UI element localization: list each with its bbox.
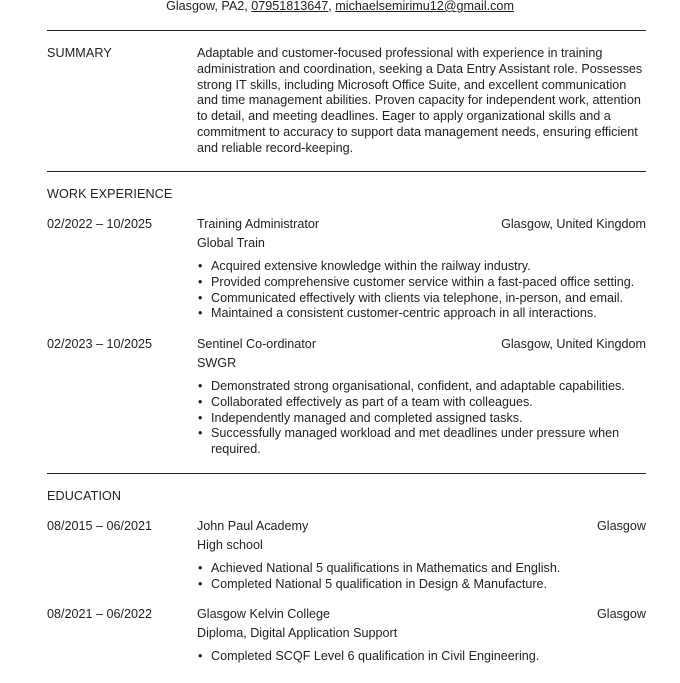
bullet-item: • Completed SCQF Level 6 qualification in Civil Engineering.	[197, 649, 647, 665]
bullet-item: • Provided comprehensive customer service within a fast-paced office setting.	[197, 275, 647, 291]
entry-dates: 02/2022 – 10/2025	[47, 217, 153, 231]
entry-bullet-list	[197, 259, 647, 322]
bullet-item: • Maintained a consistent customer-centric approach in all interactions.	[197, 306, 647, 322]
work-experience-heading: WORK EXPERIENCE	[47, 187, 173, 201]
bullet-item: • Acquired extensive knowledge within the railway industry.	[197, 259, 647, 275]
contact-address: Glasgow, PA2,	[166, 0, 248, 13]
entry-location: Glasgow	[597, 607, 646, 621]
entry-title: Glasgow Kelvin College	[197, 607, 331, 621]
contact-phone-link[interactable]: 07951813647	[251, 0, 329, 13]
entry-organization: High school	[197, 538, 263, 552]
entry-dates: 08/2015 – 06/2021	[47, 519, 153, 533]
education-heading: EDUCATION	[47, 489, 122, 503]
entry-location: Glasgow, United Kingdom	[501, 217, 646, 231]
entry-title: Sentinel Co-ordinator	[197, 337, 317, 351]
bullet-item: • Successfully managed workload and met deadlines under pressure when required.	[197, 426, 647, 458]
bullet-item: • Independently managed and completed assigned tasks.	[197, 411, 647, 427]
entry-title: John Paul Academy	[197, 519, 309, 533]
summary-heading: SUMMARY	[47, 46, 112, 60]
entry-title: Training Administrator	[197, 217, 320, 231]
contact-separator: ,	[328, 0, 332, 13]
entry-bullet-list	[197, 379, 647, 458]
entry-organization: Diploma, Digital Application Support	[197, 626, 398, 640]
entry-organization: Global Train	[197, 236, 265, 250]
entry-location: Glasgow, United Kingdom	[501, 337, 646, 351]
entry-organization: SWGR	[197, 356, 237, 370]
bullet-item: • Collaborated effectively as part of a team with colleagues.	[197, 395, 647, 411]
entry-bullet-list	[197, 649, 647, 665]
entry-dates: 08/2021 – 06/2022	[47, 607, 153, 621]
section-divider	[47, 171, 646, 172]
contact-email-link[interactable]: michaelsemirimu12@gmail.com	[335, 0, 514, 13]
bullet-item: • Communicated effectively with clients via telephone, in-person, and email.	[197, 291, 647, 307]
entry-bullet-list	[197, 561, 647, 593]
contact-line	[0, 0, 680, 14]
bullet-item: • Demonstrated strong organisational, confident, and adaptable capabilities.	[197, 379, 647, 395]
entry-dates: 02/2023 – 10/2025	[47, 337, 153, 351]
section-divider	[47, 473, 646, 474]
entry-location: Glasgow	[597, 519, 646, 533]
section-divider	[47, 30, 646, 31]
bullet-item: • Achieved National 5 qualifications in Mathematics and English.	[197, 561, 647, 577]
bullet-item: • Completed National 5 qualification in Design & Manufacture.	[197, 577, 647, 593]
summary-text: Adaptable and customer-focused professional with experience in training administration and coordination, seeking a Data Entry Assistant role. Possesses strong IT skills, including Microsoft Office Suite, and excellent communication and time management abilities. Proven capacity for independent work, attention to detail, and meeting deadlines. Eager to apply organizational skills and a commitment to accuracy to support data management needs, ensuring efficient and reliable record-keeping.	[197, 46, 643, 155]
